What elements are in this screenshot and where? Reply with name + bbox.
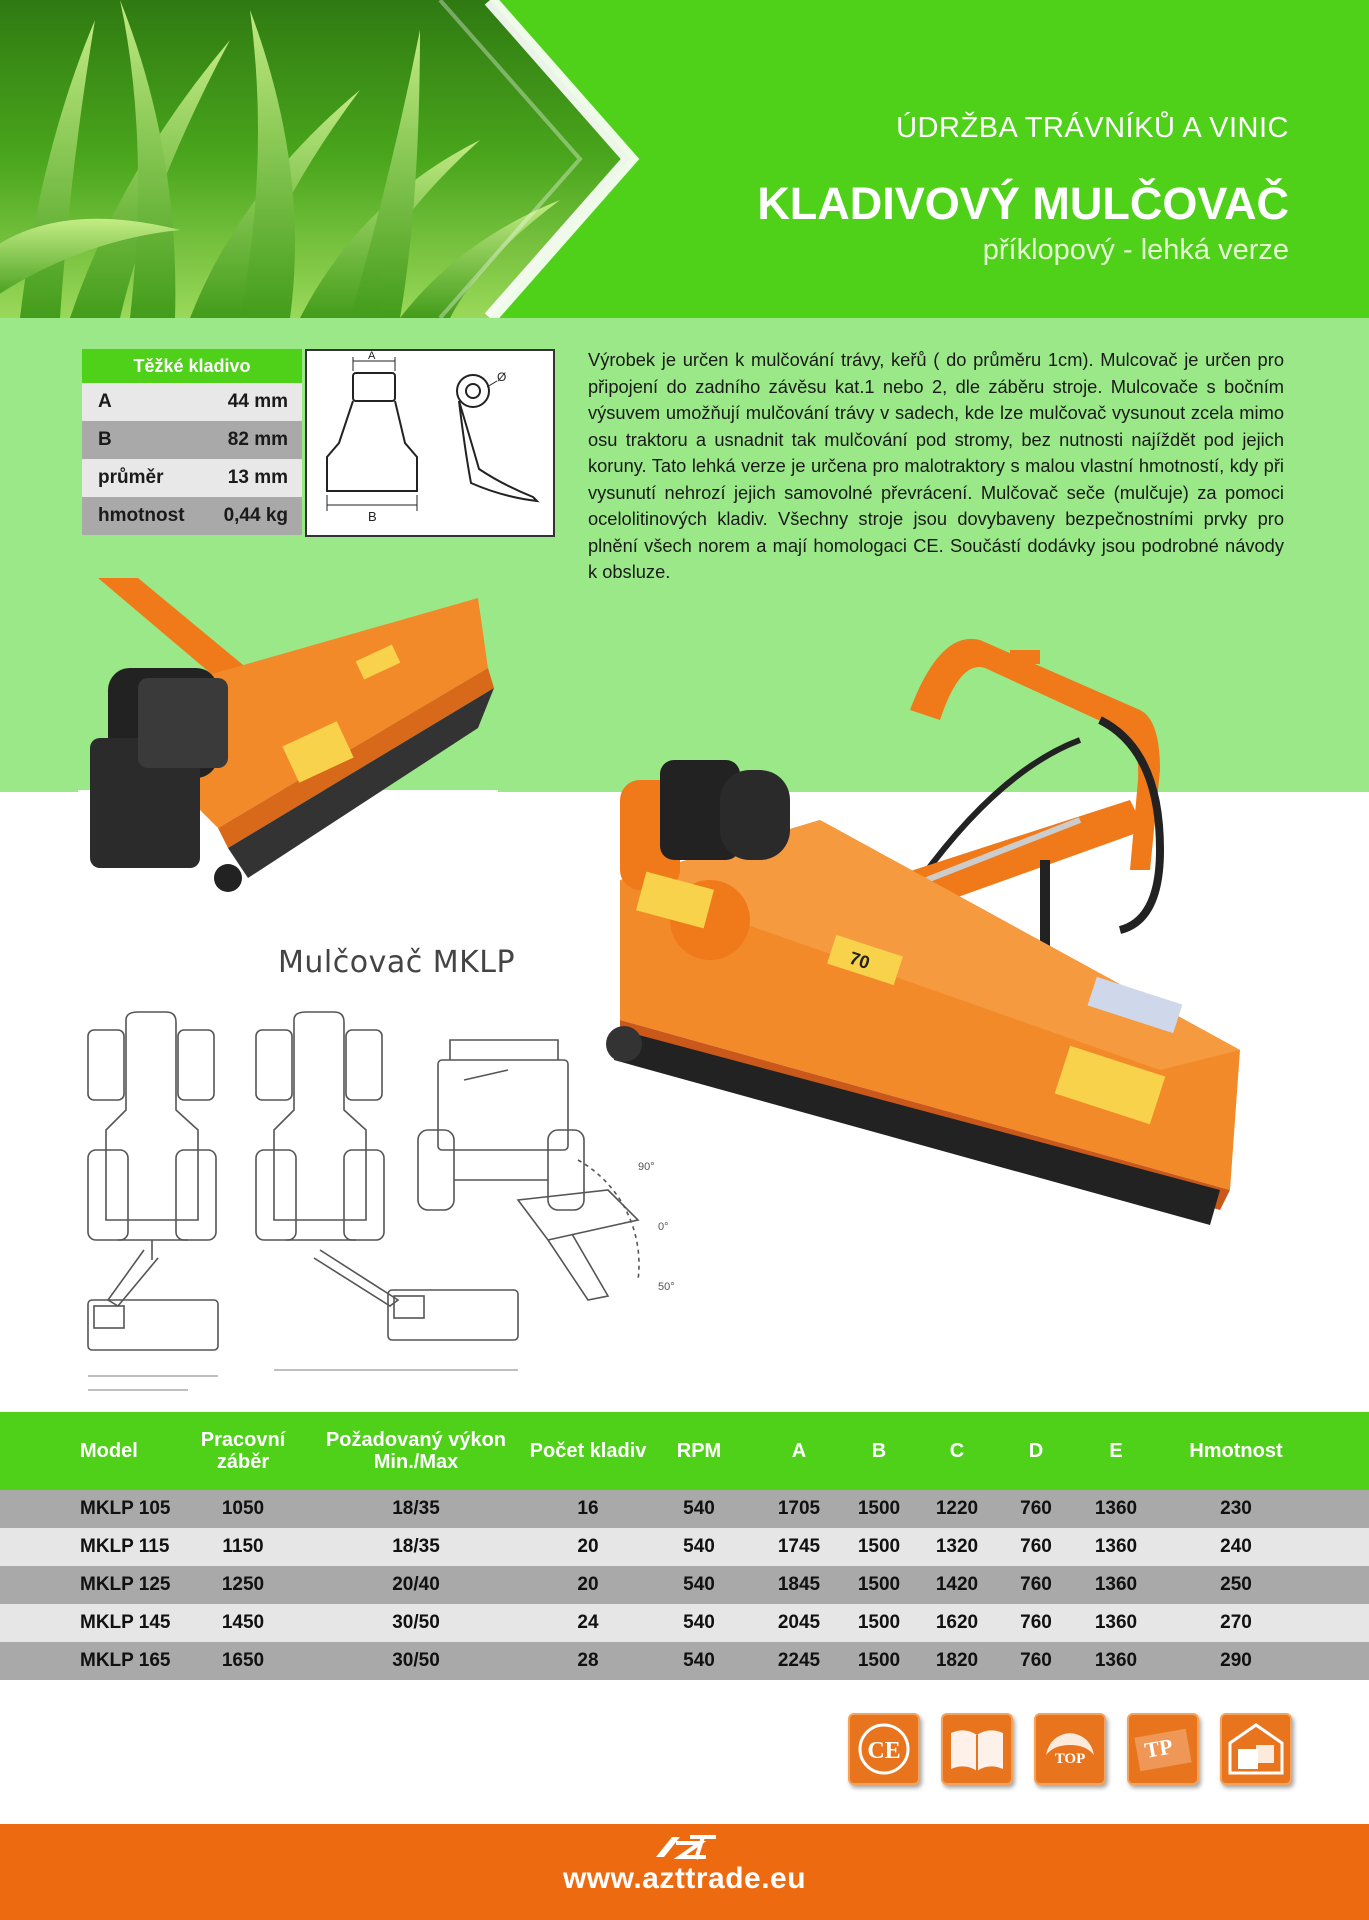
header-working-width: Pracovní záběr [200,1429,286,1473]
cell-d: 760 [1020,1574,1052,1595]
cell-model: MKLP 165 [80,1650,171,1671]
cell-required-power: 30/50 [392,1650,440,1671]
cell-hammer-count: 28 [577,1650,599,1671]
spec-label: B [98,429,112,450]
cell-e: 1360 [1094,1612,1138,1633]
table-row [0,1642,1369,1680]
spec-value: 82 mm [227,429,288,450]
dimension-b-label: B [368,509,377,524]
cell-rpm: 540 [683,1574,715,1595]
azt-logo [650,1833,720,1861]
cell-b: 1500 [857,1574,901,1595]
header-required-power: Požadovaný výkon Min./Max [325,1429,507,1473]
header-rpm: RPM [676,1440,722,1462]
mulcher-main-photo [600,630,1260,1230]
hammer-spec-row [82,459,302,497]
header-hammer-count: Počet kladiv [529,1440,647,1462]
cell-model: MKLP 145 [80,1612,171,1633]
cell-required-power: 30/50 [392,1612,440,1633]
cell-hammer-count: 20 [577,1574,599,1595]
warehouse-stock-icon [1220,1713,1292,1785]
cell-d: 760 [1020,1498,1052,1519]
grass-photo [0,0,1369,318]
cell-e: 1360 [1094,1650,1138,1671]
top-quality-icon [1034,1713,1106,1785]
cell-model: MKLP 115 [80,1536,170,1557]
cell-b: 1500 [857,1612,901,1633]
cell-hammer-count: 20 [577,1536,599,1557]
cell-c: 1820 [935,1650,979,1671]
angle-0-label: 0° [658,1221,669,1233]
cell-hammer-count: 24 [577,1612,599,1633]
hammer-spec-table [82,349,302,535]
cell-a: 2245 [777,1650,821,1671]
website-link[interactable]: www.azttrade.eu [562,1862,807,1895]
cell-a: 1745 [777,1536,821,1557]
cell-model: MKLP 105 [80,1498,171,1519]
cell-a: 1705 [777,1498,821,1519]
hammer-spec-row [82,421,302,459]
header-e: E [1109,1440,1123,1462]
cell-c: 1620 [935,1612,979,1633]
cell-a: 2045 [777,1612,821,1633]
model-decal: 70 [847,947,873,973]
cell-d: 760 [1020,1612,1052,1633]
cell-working-width: 1250 [221,1574,265,1595]
table-row [0,1528,1369,1566]
spec-value: 0,44 kg [223,505,288,526]
cell-working-width: 1450 [221,1612,265,1633]
header-banner [0,0,1369,318]
cell-rpm: 540 [683,1612,715,1633]
cell-required-power: 18/35 [392,1536,440,1557]
cell-required-power: 20/40 [392,1574,440,1595]
mulcher-closeup-photo [78,578,498,900]
product-subtitle: příklopový - lehká verze [982,234,1289,266]
product-description: Výrobek je určen k mulčování trávy, keřů ( do průměru 1cm). Mulcovač je určen pro připojení do zadního závěsu kat.1 nebo 2, dle záběru stroje. Mulcovače s bočním výsuvem umožňují mulčování trávy v sadech, kde lze mulčovač vysunout zcela mimo osu traktoru a usnadnit tak mulčování pod stromy, bez nutnosti najíždět pod jejich koruny. Tato lehká verze je určena pro malotraktory s malou vlastní hmotností, kdy při vysunutí nehrozí jejich samovolné převrácení. Mulčovač seče (mulčuje) za pomoci ocelolitinových kladiv. Všechny stroje jsou dovybaveny bezpečnostními prvky pro plnění všech norem a mají homologaci CE. Součástí dodávky jsou podrobné návody k obsluze. [588,349,1284,582]
drawing-title: Mulčovač MKLP [278,945,516,980]
header-b: B [871,1440,887,1462]
cell-model: MKLP 125 [80,1574,171,1595]
spec-value: 44 mm [227,391,288,412]
hammer-diagram [305,349,555,537]
hammer-spec-row [82,383,302,421]
dimension-a-label: A [368,351,376,362]
diameter-label: Ø [497,370,507,384]
cell-b: 1500 [857,1536,901,1557]
cell-required-power: 18/35 [392,1498,440,1519]
ce-text: CE [867,1738,901,1764]
cell-rpm: 540 [683,1536,715,1557]
tp-certificate-icon [1127,1713,1199,1785]
cell-e: 1360 [1094,1574,1138,1595]
table-row [0,1566,1369,1604]
cell-e: 1360 [1094,1536,1138,1557]
top-text: TOP [1054,1751,1086,1767]
hammer-diagram-svg [307,351,553,535]
cell-weight: 230 [1220,1498,1252,1519]
table-row [0,1604,1369,1642]
cell-weight: 240 [1220,1536,1252,1557]
spec-label: průměr [98,467,164,488]
model-spec-table [0,1412,1369,1680]
certification-icons [848,1713,1292,1785]
cell-d: 760 [1020,1650,1052,1671]
ce-mark-icon [848,1713,920,1785]
cell-d: 760 [1020,1536,1052,1557]
spec-value: 13 mm [227,467,288,488]
cell-c: 1220 [935,1498,979,1519]
spec-label: hmotnost [98,505,185,526]
angle-90-label: 90° [638,1161,655,1173]
product-title: KLADIVOVÝ MULČOVAČ [757,178,1289,229]
header-a: A [791,1440,807,1462]
table-header-row [0,1412,1369,1490]
cell-rpm: 540 [683,1498,715,1519]
header-d: D [1028,1440,1044,1462]
cell-e: 1360 [1094,1498,1138,1519]
tp-text: TP [1142,1733,1175,1763]
cell-rpm: 540 [683,1650,715,1671]
cell-working-width: 1050 [221,1498,265,1519]
hammer-spec-title: Těžké kladivo [82,349,302,383]
cell-a: 1845 [777,1574,821,1595]
cell-working-width: 1650 [221,1650,265,1671]
mulcher-technical-drawing [78,1000,698,1400]
cell-weight: 290 [1220,1650,1252,1671]
spec-label: A [98,391,112,412]
manual-book-icon [941,1713,1013,1785]
cell-working-width: 1150 [222,1536,264,1557]
cell-b: 1500 [857,1498,901,1519]
cell-hammer-count: 16 [577,1498,599,1519]
table-row [0,1490,1369,1528]
cell-weight: 250 [1220,1574,1252,1595]
header-weight: Hmotnost [1189,1440,1283,1462]
cell-weight: 270 [1220,1612,1252,1633]
hammer-spec-row [82,497,302,535]
cell-b: 1500 [857,1650,901,1671]
cell-c: 1320 [935,1536,979,1557]
header-model: Model [80,1440,138,1462]
header-c: C [949,1440,965,1462]
cell-c: 1420 [935,1574,979,1595]
category-heading: ÚDRŽBA TRÁVNÍKŮ A VINIC [896,112,1289,144]
angle-50-label: 50° [658,1281,675,1293]
